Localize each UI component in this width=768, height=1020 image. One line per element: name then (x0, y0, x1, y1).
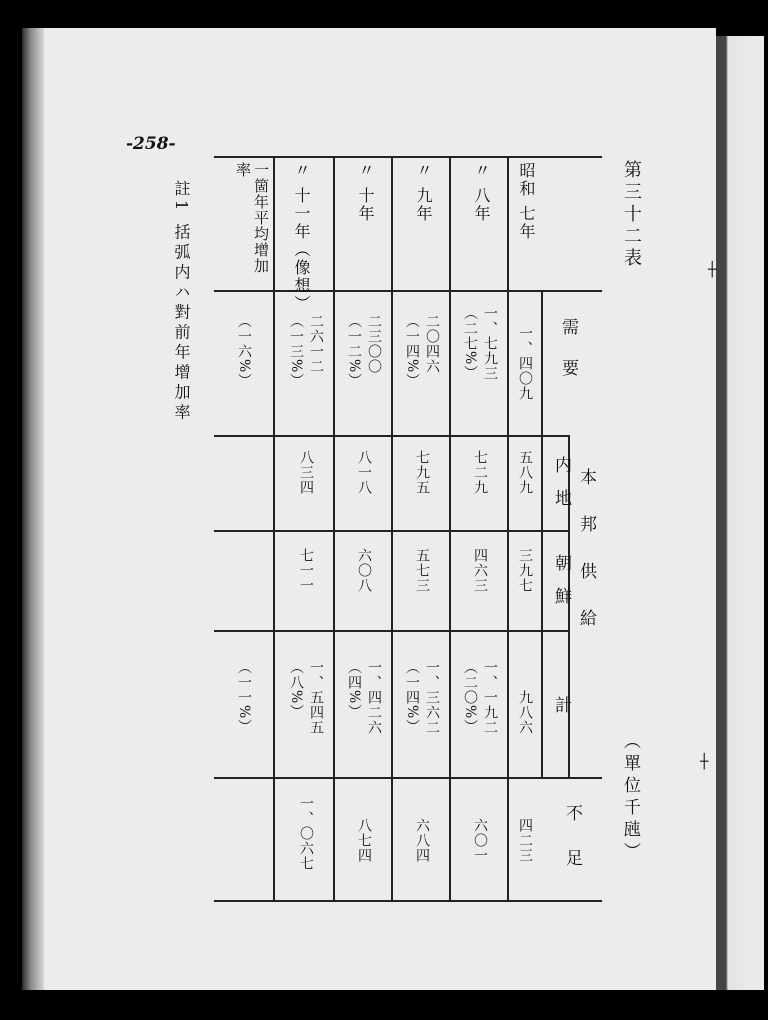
cell-total: 一、一九二 (482, 660, 498, 735)
cell-demand-rate: （一四%） (404, 314, 420, 389)
cell-shortage: 四二三 (517, 818, 533, 863)
cell-shortage: 六八四 (414, 818, 430, 863)
row-year: 〃 九年 (414, 162, 433, 224)
cell-total: 九八六 (517, 690, 533, 735)
cell-total-rate: （二〇%） (462, 660, 478, 735)
cell-shortage: 一、〇六七 (298, 796, 314, 871)
table-rule-vertical (541, 290, 543, 777)
table-rule-vertical (449, 156, 451, 900)
page-number: -258- (126, 134, 176, 154)
row-year: 一箇年平均增加率 (234, 162, 270, 274)
cell-total-rate: （一四%） (404, 660, 420, 735)
cell-korea: 三九七 (517, 548, 533, 593)
cell-shortage: 六〇一 (472, 818, 488, 863)
cell-demand: 二三〇〇 (366, 314, 382, 374)
header-supply: 本邦供給 (576, 468, 596, 656)
row-year: 〃 十年 (356, 162, 375, 224)
next-page-edge (716, 36, 764, 990)
page-binding-shadow (22, 28, 44, 990)
header-total: 計 (551, 696, 571, 715)
cell-total-rate: （四%） (346, 660, 362, 720)
cell-total: 一、五四五 (308, 660, 324, 735)
cell-mainland: 七九五 (414, 450, 430, 495)
cell-total: 一、四二六 (366, 660, 382, 735)
cell-demand-rate: （二七%） (462, 306, 478, 381)
row-year: 〃 十一年（像想） (292, 162, 311, 314)
cell-korea: 五七三 (414, 548, 430, 593)
table-title: 第三十二表 (621, 160, 642, 270)
cell-demand: 一、四〇九 (517, 326, 533, 401)
cell-demand: 一、七九三 (482, 306, 498, 381)
footnote: 註1 括弧内ハ對前年增加率 (172, 180, 191, 424)
cell-korea: 七一一 (298, 548, 314, 593)
cell-demand: 二〇四六 (424, 314, 440, 374)
cell-demand-rate: （一六%） (236, 314, 252, 389)
header-shortage: 不足 (562, 804, 582, 894)
table-rule-vertical (391, 156, 393, 900)
header-demand: 需要 (558, 318, 578, 400)
table-rule-vertical (333, 156, 335, 900)
table-rule-vertical (507, 156, 509, 900)
row-year: 〃 八年 (472, 162, 491, 224)
cell-shortage: 八七四 (356, 818, 372, 863)
header-korea: 朝鮮 (551, 554, 571, 620)
unit-label: （單位千瓲） (620, 732, 640, 864)
cell-demand-rate: （一二%） (346, 314, 362, 389)
cell-total-rate: （一一%） (236, 660, 252, 735)
cell-mainland: 五八九 (517, 450, 533, 495)
table-rule-vertical (273, 156, 275, 900)
cell-korea: 六〇八 (356, 548, 372, 593)
row-year: 昭和 七年 (517, 162, 536, 242)
cell-demand: 二六一二 (308, 314, 324, 374)
cell-mainland: 八一八 (356, 450, 372, 495)
cell-mainland: 七二九 (472, 450, 488, 495)
cell-total-rate: （八%） (288, 660, 304, 720)
cell-korea: 四六三 (472, 548, 488, 593)
table-rule-bottom (214, 900, 602, 902)
cell-total: 一、三六二 (424, 660, 440, 735)
registration-mark: ┼ (700, 754, 709, 770)
cell-mainland: 八三四 (298, 450, 314, 495)
cell-demand-rate: （一三%） (288, 314, 304, 389)
registration-mark: ┼ (708, 262, 717, 278)
header-mainland: 内地 (551, 456, 571, 522)
